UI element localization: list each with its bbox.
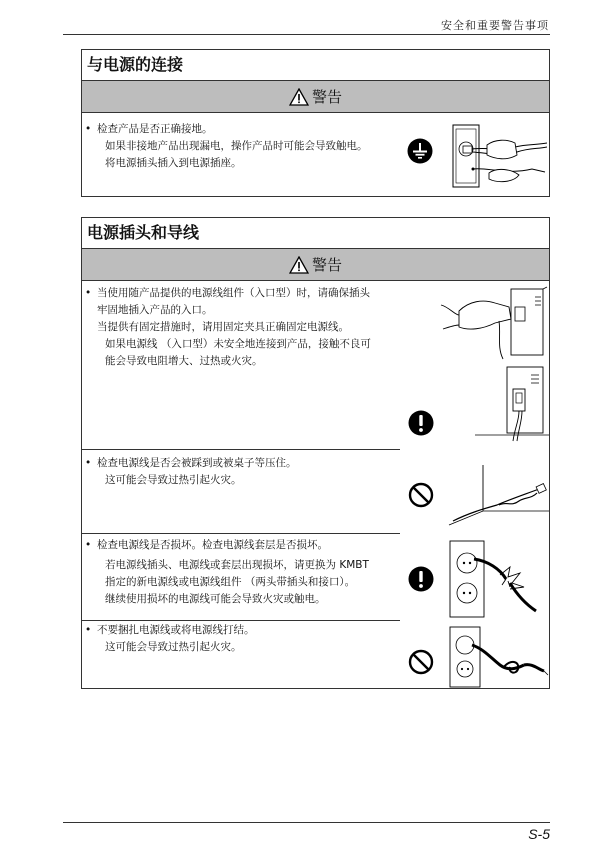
item-detail-text: 继续使用损坏的电源线可能会导致火灾或触电。 [105, 593, 326, 605]
ground-symbol-icon [407, 138, 433, 164]
warning-items [82, 281, 549, 690]
item-detail-text: 这可能会导致过热引起火灾。 [105, 641, 242, 653]
item-detail-text: 能会导致电阻增大、过热或火灾。 [105, 355, 263, 367]
item-text [85, 285, 400, 370]
item-detail-text: 这可能会导致过热引起火灾。 [105, 474, 242, 486]
bullet: • [85, 539, 92, 551]
item-divider [82, 449, 400, 450]
section-power-plug-cord [81, 217, 550, 689]
grounded-outlet-illustration [437, 117, 547, 195]
exclamation-icon [408, 410, 434, 436]
inlet-plug-illustration [439, 285, 549, 443]
item-main-text: 牢固地插入产品的入口。 [97, 304, 213, 316]
item-text [85, 537, 400, 608]
damaged-cord-illustration [444, 539, 544, 623]
header-rule [63, 34, 550, 35]
warning-banner [82, 81, 549, 113]
item-main-text: 检查电源线是否损坏。检查电源线套层是否损坏。 [97, 539, 328, 551]
item-sub-text: 当提供有固定措施时，请用固定夹具正确固定电源线。 [97, 321, 349, 333]
knotted-cord-illustration [444, 625, 549, 689]
warning-label: 警告 [311, 88, 342, 106]
bullet: • [85, 123, 92, 135]
section-title: 电源插头和导线 [82, 218, 549, 249]
item-main-text: 不要捆扎电源线或将电源线打结。 [97, 624, 255, 636]
prohibited-icon [408, 649, 434, 675]
footer-rule [63, 822, 550, 823]
exclamation-icon [408, 566, 434, 592]
item-detail-text: 若电源线插头、电源线或套层出现损坏，请更换为 KMBT [105, 559, 369, 571]
item-detail-text: 指定的新电源线或电源线组件 （两头带插头和接口）。 [105, 576, 356, 588]
page-header-title: 安全和重要警告事项 [441, 19, 549, 32]
stepped-cord-illustration [439, 465, 549, 527]
prohibited-icon [408, 482, 434, 508]
bullet: • [85, 624, 92, 636]
item-main-text: 检查电源线是否会被踩到或被桌子等压住。 [97, 457, 297, 469]
item-detail-text: 将电源插头插入到电源插座。 [105, 157, 242, 169]
warning-item-grounding [82, 113, 549, 197]
item-divider [82, 620, 400, 621]
item-main-text: 检查产品是否正确接地。 [97, 123, 213, 135]
warning-label: 警告 [311, 256, 342, 274]
item-divider [82, 533, 400, 534]
item-text [85, 121, 400, 172]
bullet: • [85, 287, 92, 299]
section-title: 与电源的连接 [82, 50, 549, 81]
item-main-text: 当使用随产品提供的电源线组件（入口型）时，请确保插头 [97, 287, 370, 299]
item-detail-text: 如果电源线 （入口型）未安全地连接到产品，接触不良可 [105, 338, 371, 350]
item-text [85, 622, 400, 656]
bullet: • [85, 457, 92, 469]
warning-triangle-icon [289, 256, 309, 274]
warning-triangle-icon [289, 88, 309, 106]
page-number: S-5 [528, 826, 550, 842]
item-detail-text: 如果非接地产品出现漏电，操作产品时可能会导致触电。 [105, 140, 368, 152]
item-text [85, 455, 400, 489]
section-power-connection [81, 49, 550, 197]
warning-banner [82, 249, 549, 281]
